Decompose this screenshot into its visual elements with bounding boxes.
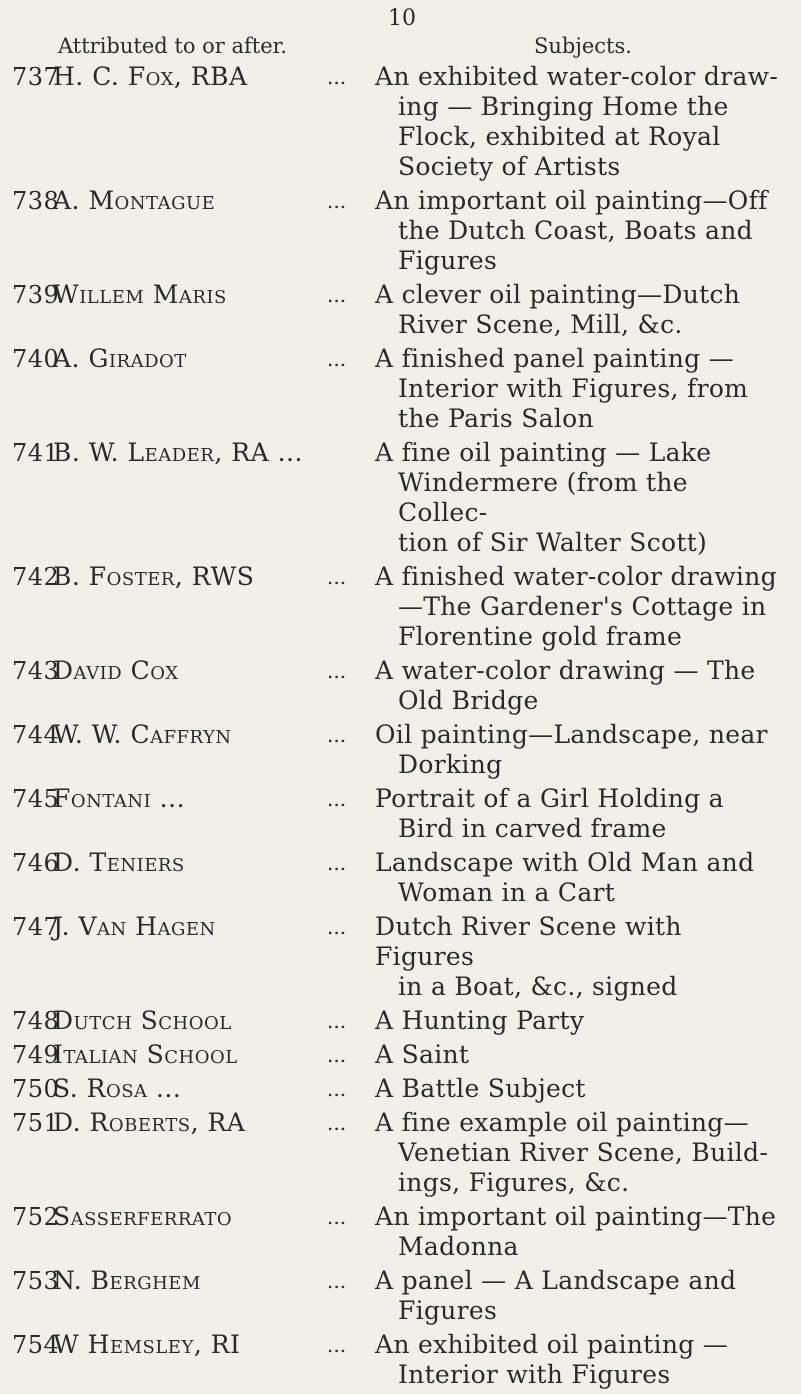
subject-line: Interior with Figures, from	[398, 374, 749, 403]
lot-number: 739	[12, 281, 60, 309]
artist-name: N. Berghem	[53, 1266, 201, 1295]
artist-name: H. C. Fox, RBA	[53, 62, 248, 91]
leader-dots: ...	[327, 283, 347, 307]
subject-description	[375, 1006, 785, 1036]
subject-description	[375, 62, 785, 182]
subject-line: A finished panel painting —	[375, 344, 734, 373]
subject-line: Portrait of a Girl Holding a	[375, 784, 724, 813]
subject-description	[375, 1040, 785, 1070]
lot-number: 737	[12, 63, 60, 91]
catalogue-entry	[0, 784, 801, 844]
leader-dots: ...	[327, 659, 347, 683]
subject-description	[375, 1202, 785, 1262]
attributed-column-header: Attributed to or after.	[58, 34, 288, 58]
artist-name: Fontani ...	[53, 784, 186, 813]
subject-description	[375, 280, 785, 340]
subject-line: Interior with Figures	[398, 1360, 671, 1389]
subject-line: A panel — A Landscape and	[375, 1266, 737, 1295]
subject-line: Bird in carved frame	[398, 814, 667, 843]
lot-number: 750	[12, 1075, 60, 1103]
subject-description	[375, 1074, 785, 1104]
catalogue-entry	[0, 1074, 801, 1104]
artist-name: D. Roberts, RA	[53, 1108, 246, 1137]
subject-description	[375, 720, 785, 780]
leader-dots: ...	[327, 347, 347, 371]
subject-line: An exhibited oil painting —	[375, 1330, 729, 1359]
subject-line: Old Bridge	[398, 686, 539, 715]
subject-line: Figures	[398, 1296, 498, 1325]
leader-dots: ...	[327, 1009, 347, 1033]
subject-line: Figures	[398, 246, 498, 275]
catalogue-entry	[0, 1040, 801, 1070]
leader-dots: ...	[327, 189, 347, 213]
artist-name: A. Giradot	[53, 344, 187, 373]
leader-dots: ...	[327, 1269, 347, 1293]
subject-line: Venetian River Scene, Build-	[398, 1138, 769, 1167]
artist-name: Dutch School	[53, 1006, 232, 1035]
subject-line: in a Boat, &c., signed	[398, 972, 678, 1001]
artist-name: Italian School	[53, 1040, 238, 1069]
subject-line: the Dutch Coast, Boats and	[398, 216, 753, 245]
subject-line: tion of Sir Walter Scott)	[398, 528, 708, 557]
subject-description	[375, 562, 785, 652]
leader-dots: ...	[327, 1043, 347, 1067]
subject-description	[375, 186, 785, 276]
subject-line: A water-color drawing — The	[375, 656, 756, 685]
subject-line: Windermere (from the Collec-	[398, 468, 688, 527]
subject-description	[375, 656, 785, 716]
subject-description	[375, 784, 785, 844]
subject-description	[375, 848, 785, 908]
subject-line: Dorking	[398, 750, 503, 779]
catalogue-entry	[0, 562, 801, 652]
subject-description	[375, 1266, 785, 1326]
leader-dots: ...	[327, 1333, 347, 1357]
catalogue-entry	[0, 62, 801, 182]
subject-line: An important oil painting—The	[375, 1202, 777, 1231]
leader-dots: ...	[327, 787, 347, 811]
catalogue-entry	[0, 344, 801, 434]
catalogue-entry	[0, 186, 801, 276]
artist-name: J. Van Hagen	[53, 912, 216, 941]
artist-name: A. Montague	[53, 186, 216, 215]
subject-line: A Battle Subject	[375, 1074, 586, 1103]
subject-line: Society of Artists	[398, 152, 621, 181]
subject-line: Flock, exhibited at Royal	[398, 122, 721, 151]
lot-number: 740	[12, 345, 60, 373]
subject-line: A finished water-color drawing	[375, 562, 777, 591]
subject-description	[375, 438, 785, 558]
lot-number: 751	[12, 1109, 60, 1137]
subject-line: An important oil painting—Off	[375, 186, 768, 215]
subject-description	[375, 1108, 785, 1198]
catalogue-entry	[0, 1108, 801, 1198]
catalogue-entry	[0, 438, 801, 558]
catalogue-entry	[0, 656, 801, 716]
catalogue-entry	[0, 1330, 801, 1390]
catalogue-entry	[0, 280, 801, 340]
artist-name: S. Rosa ...	[53, 1074, 182, 1103]
subject-line: An exhibited water-color draw-	[375, 62, 779, 91]
catalogue-entry	[0, 912, 801, 1002]
subject-line: Dutch River Scene with Figures	[375, 912, 682, 971]
artist-name: David Cox	[53, 656, 179, 685]
lot-number: 752	[12, 1203, 60, 1231]
lot-number: 743	[12, 657, 60, 685]
lot-number: 746	[12, 849, 60, 877]
lot-number: 754	[12, 1331, 60, 1359]
subject-description	[375, 1330, 785, 1390]
subject-line: Woman in a Cart	[398, 878, 616, 907]
catalogue-entry	[0, 1006, 801, 1036]
subject-line: Landscape with Old Man and	[375, 848, 755, 877]
subject-line: the Paris Salon	[398, 404, 594, 433]
catalogue-entries	[0, 62, 801, 1394]
subject-line: A clever oil painting—Dutch	[375, 280, 741, 309]
lot-number: 747	[12, 913, 60, 941]
catalogue-entry	[0, 1266, 801, 1326]
artist-name: B. W. Leader, RA ...	[53, 438, 303, 467]
subject-line: Madonna	[398, 1232, 519, 1261]
subject-line: ing — Bringing Home the	[398, 92, 729, 121]
leader-dots: ...	[327, 851, 347, 875]
subjects-column-header: Subjects.	[534, 34, 632, 58]
artist-name: Sasserferrato	[53, 1202, 233, 1231]
lot-number: 745	[12, 785, 60, 813]
subject-description	[375, 344, 785, 434]
artist-name: W. W. Caffryn	[53, 720, 232, 749]
subject-line: ings, Figures, &c.	[398, 1168, 630, 1197]
subject-line: —The Gardener's Cottage in	[398, 592, 767, 621]
lot-number: 742	[12, 563, 60, 591]
leader-dots: ...	[327, 723, 347, 747]
subject-line: A fine oil painting — Lake	[375, 438, 712, 467]
artist-name: W Hemsley, RI	[53, 1330, 241, 1359]
subject-line: A fine example oil painting—	[375, 1108, 749, 1137]
subject-line: River Scene, Mill, &c.	[398, 310, 683, 339]
subject-line: Florentine gold frame	[398, 622, 683, 651]
lot-number: 741	[12, 439, 60, 467]
lot-number: 748	[12, 1007, 60, 1035]
lot-number: 749	[12, 1041, 60, 1069]
subject-description	[375, 912, 785, 1002]
catalogue-entry	[0, 1202, 801, 1262]
artist-name: Willem Maris	[53, 280, 227, 309]
leader-dots: ...	[327, 565, 347, 589]
artist-name: B. Foster, RWS	[53, 562, 255, 591]
lot-number: 744	[12, 721, 60, 749]
catalogue-entry	[0, 848, 801, 908]
leader-dots: ...	[327, 1205, 347, 1229]
subject-line: A Hunting Party	[375, 1006, 585, 1035]
leader-dots: ...	[327, 1111, 347, 1135]
leader-dots: ...	[327, 915, 347, 939]
subject-line: A Saint	[375, 1040, 470, 1069]
leader-dots: ...	[327, 1077, 347, 1101]
leader-dots: ...	[327, 65, 347, 89]
artist-name: D. Teniers	[53, 848, 185, 877]
catalogue-entry	[0, 720, 801, 780]
page-number: 10	[388, 6, 416, 31]
lot-number: 753	[12, 1267, 60, 1295]
lot-number: 738	[12, 187, 60, 215]
subject-line: Oil painting—Landscape, near	[375, 720, 768, 749]
